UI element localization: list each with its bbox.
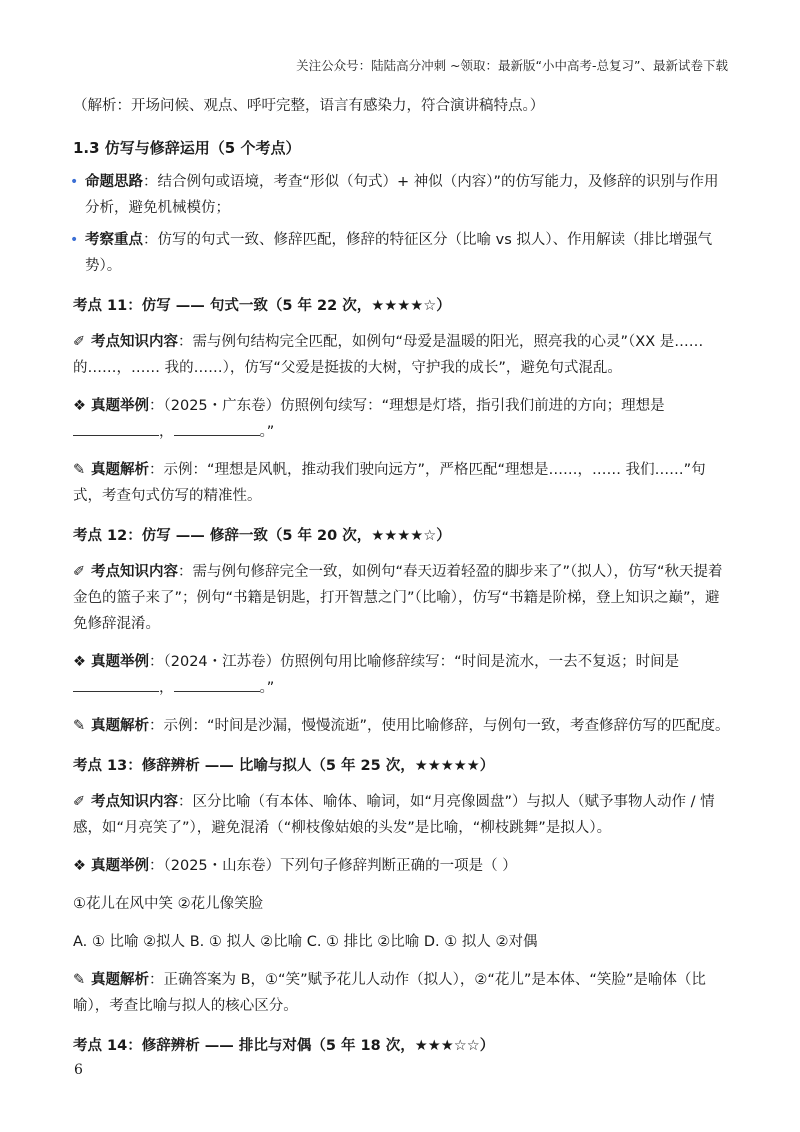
pencil-icon: ✐ xyxy=(73,564,86,580)
text: ：示例：“时间是沙漏，慢慢流逝”，使用比喻修辞，与例句一致，考查修辞仿写的匹配度。 xyxy=(149,718,730,734)
kd14-title: 考点 14：修辞辨析 —— 排比与对偶（5 年 18 次，★★★☆☆） xyxy=(73,1038,495,1054)
text: ：需与例句修辞完全一致，如例句“春天迈着轻盈的脚步来了”（拟人），仿写“秋天提着金色的篮子来了”；例句“书籍是钥匙，打开智慧之门”（比喻），仿写“书籍是阶梯，登上知识之巅”，避免修辞混淆。 xyxy=(73,564,723,632)
text: ：区分比喻（有本体、喻体、喻词，如“月亮像圆盘”）与拟人（赋予事物人动作 / 情感，如“月亮笑了”），避免混淆（“柳枝像姑娘的头发”是比喻，“柳枝跳舞”是拟人）。 xyxy=(73,794,715,836)
diamond-icon: ❖ xyxy=(73,654,86,670)
label: 真题举例 xyxy=(91,858,149,874)
text: ：（2025・山东卷）下列句子修辞判断正确的一项是（ ） xyxy=(149,858,517,874)
kd13-knowledge xyxy=(73,789,733,841)
kd12-title: 考点 12：仿写 —— 修辞一致（5 年 20 次，★★★★☆） xyxy=(73,528,451,544)
kd13-options: A. ① 比喻 ②拟人 B. ① 拟人 ②比喻 C. ① 排比 ②比喻 D. ① 拟人 ②对偶 xyxy=(73,934,538,950)
page-number: 6 xyxy=(74,1062,83,1078)
pencil-icon: ✐ xyxy=(73,334,86,350)
pen-icon: ✎ xyxy=(73,718,86,734)
text: ， xyxy=(159,680,174,696)
label: 考点知识内容 xyxy=(91,794,178,810)
intro-note: （解析：开场问候、观点、呼吁完整，语言有感染力，符合演讲稿特点。） xyxy=(73,98,545,114)
text: ：需与例句结构完全匹配，如例句“母爱是温暖的阳光，照亮我的心灵”（XX 是……的……，…… 我的……），仿写“父爱是挺拔的大树，守护我的成长”，避免句式混乱。 xyxy=(73,334,704,376)
answer-blank[interactable] xyxy=(174,677,260,692)
kd13-example xyxy=(73,853,733,879)
label: 真题解析 xyxy=(91,972,149,988)
bullet-item xyxy=(70,169,733,221)
text: ：（2025・广东卷）仿照例句续写：“理想是灯塔，指引我们前进的方向；理想是 xyxy=(149,398,665,414)
label: 考点知识内容 xyxy=(91,334,178,350)
bullet-text: ：仿写的句式一致、修辞匹配，修辞的特征区分（比喻 vs 拟人）、作用解读（排比增强气势）。 xyxy=(85,232,713,274)
kd11-example xyxy=(73,393,733,445)
section-title: 1.3 仿写与修辞运用（5 个考点） xyxy=(73,139,301,157)
page-content xyxy=(70,93,733,1069)
kd11-title: 考点 11：仿写 —— 句式一致（5 年 22 次，★★★★☆） xyxy=(73,298,451,314)
label: 真题举例 xyxy=(91,398,149,414)
label: 考点知识内容 xyxy=(91,564,178,580)
kd13-sentences: ①花儿在风中笑 ②花儿像笑脸 xyxy=(73,896,264,912)
pencil-icon: ✐ xyxy=(73,794,86,810)
kd12-example xyxy=(73,649,733,701)
text: 。” xyxy=(259,424,275,440)
pen-icon: ✎ xyxy=(73,972,86,988)
text: ：示例：“理想是风帆，推动我们驶向远方”，严格匹配“理想是……，…… 我们……”句式，考查句式仿写的精准性。 xyxy=(73,462,706,504)
diamond-icon: ❖ xyxy=(73,858,86,874)
bullet-label: 考察重点 xyxy=(85,232,143,248)
diamond-icon: ❖ xyxy=(73,398,86,414)
kd12-analysis xyxy=(73,713,733,739)
page-header: 关注公众号：陆陆高分冲刺 ~领取：最新版“小中高考-总复习”、最新试卷下载 xyxy=(296,58,728,73)
text: 。” xyxy=(259,680,275,696)
bullet-text: ：结合例句或语境，考查“形似（句式）+ 神似（内容）”的仿写能力，及修辞的识别与作用分析，避免机械模仿； xyxy=(85,174,719,216)
label: 真题解析 xyxy=(91,718,149,734)
text: ：（2024・江苏卷）仿照例句用比喻修辞续写：“时间是流水，一去不复返；时间是 xyxy=(149,654,680,670)
bullet-item xyxy=(70,227,733,279)
label: 真题举例 xyxy=(91,654,149,670)
kd13-title: 考点 13：修辞辨析 —— 比喻与拟人（5 年 25 次，★★★★★） xyxy=(73,758,495,774)
pen-icon: ✎ xyxy=(73,462,86,478)
text: ， xyxy=(159,424,174,440)
kd11-analysis xyxy=(73,457,733,509)
answer-blank[interactable] xyxy=(73,421,159,436)
kd12-knowledge xyxy=(73,559,733,637)
bullet-label: 命题思路 xyxy=(85,174,143,190)
kd13-analysis xyxy=(73,967,733,1019)
label: 真题解析 xyxy=(91,462,149,478)
kd11-knowledge xyxy=(73,329,733,381)
answer-blank[interactable] xyxy=(73,677,159,692)
bullet-dot-icon: • xyxy=(70,232,79,248)
text: ：正确答案为 B，①“笑”赋予花儿人动作（拟人），②“花儿”是本体、“笑脸”是喻体（比喻），考查比喻与拟人的核心区分。 xyxy=(73,972,706,1014)
bullet-dot-icon: • xyxy=(70,174,79,190)
answer-blank[interactable] xyxy=(174,421,260,436)
